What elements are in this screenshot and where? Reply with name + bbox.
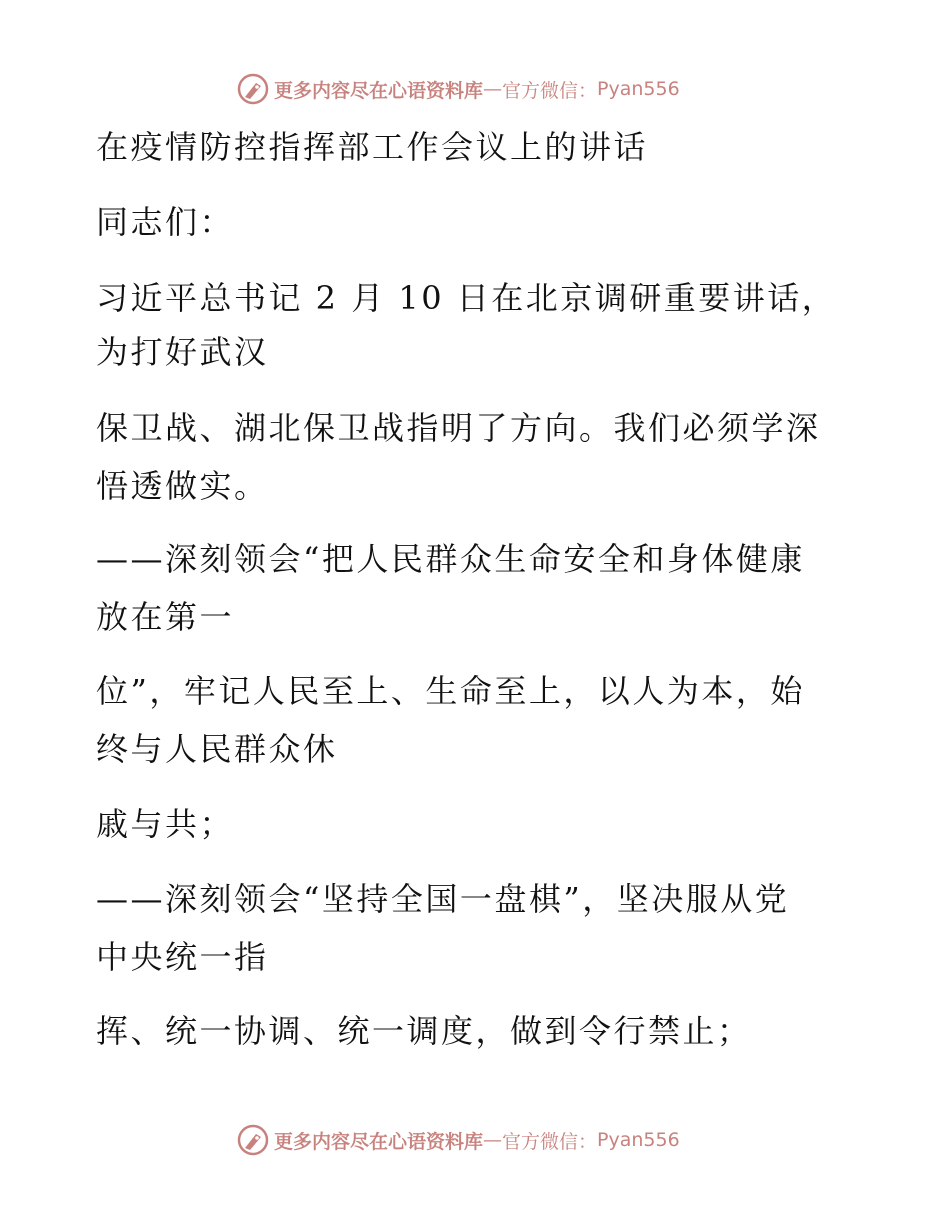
watermark-label: 官方微信： [502, 1130, 598, 1153]
paragraph-line: 悟透做实。 [96, 467, 269, 505]
paragraph-line: ——深刻领会“把人民群众生命安全和身体健康 [96, 540, 805, 578]
footer-watermark [236, 1123, 680, 1157]
salutation: 同志们： [96, 203, 235, 241]
paragraph-line: 中央统一指 [96, 938, 269, 976]
paragraph-line: 为打好武汉 [96, 333, 269, 371]
document-title: 在疫情防控指挥部工作会议上的讲话 [96, 128, 649, 166]
watermark-wechat-id: Pyan556 [597, 1129, 680, 1151]
watermark-brand: 更多内容尽在心语资料库 [274, 79, 484, 102]
paragraph-line: 挥、统一协调、统一调度，做到令行禁止； [96, 1012, 752, 1050]
watermark-separator: — [483, 1129, 503, 1151]
watermark-brand: 更多内容尽在心语资料库 [274, 1130, 484, 1153]
paragraph-line: ——深刻领会“坚持全国一盘棋”，坚决服从党 [96, 880, 790, 918]
paragraph-line: 终与人民群众休 [96, 730, 338, 768]
pen-nib-circle-icon [236, 1123, 270, 1157]
header-watermark [236, 72, 680, 106]
paragraph-line: 保卫战、湖北保卫战指明了方向。我们必须学深 [96, 409, 821, 447]
paragraph-line: 位”，牢记人民至上、生命至上，以人为本，始 [96, 672, 805, 710]
pen-nib-circle-icon [236, 72, 270, 106]
watermark-wechat-id: Pyan556 [597, 78, 680, 100]
paragraph-line: 戚与共； [96, 805, 235, 843]
watermark-separator: — [483, 78, 503, 100]
paragraph-line: 习近平总书记 2 月 10 日在北京调研重要讲话， [96, 279, 837, 317]
paragraph-line: 放在第一 [96, 598, 235, 636]
watermark-label: 官方微信： [502, 79, 598, 102]
